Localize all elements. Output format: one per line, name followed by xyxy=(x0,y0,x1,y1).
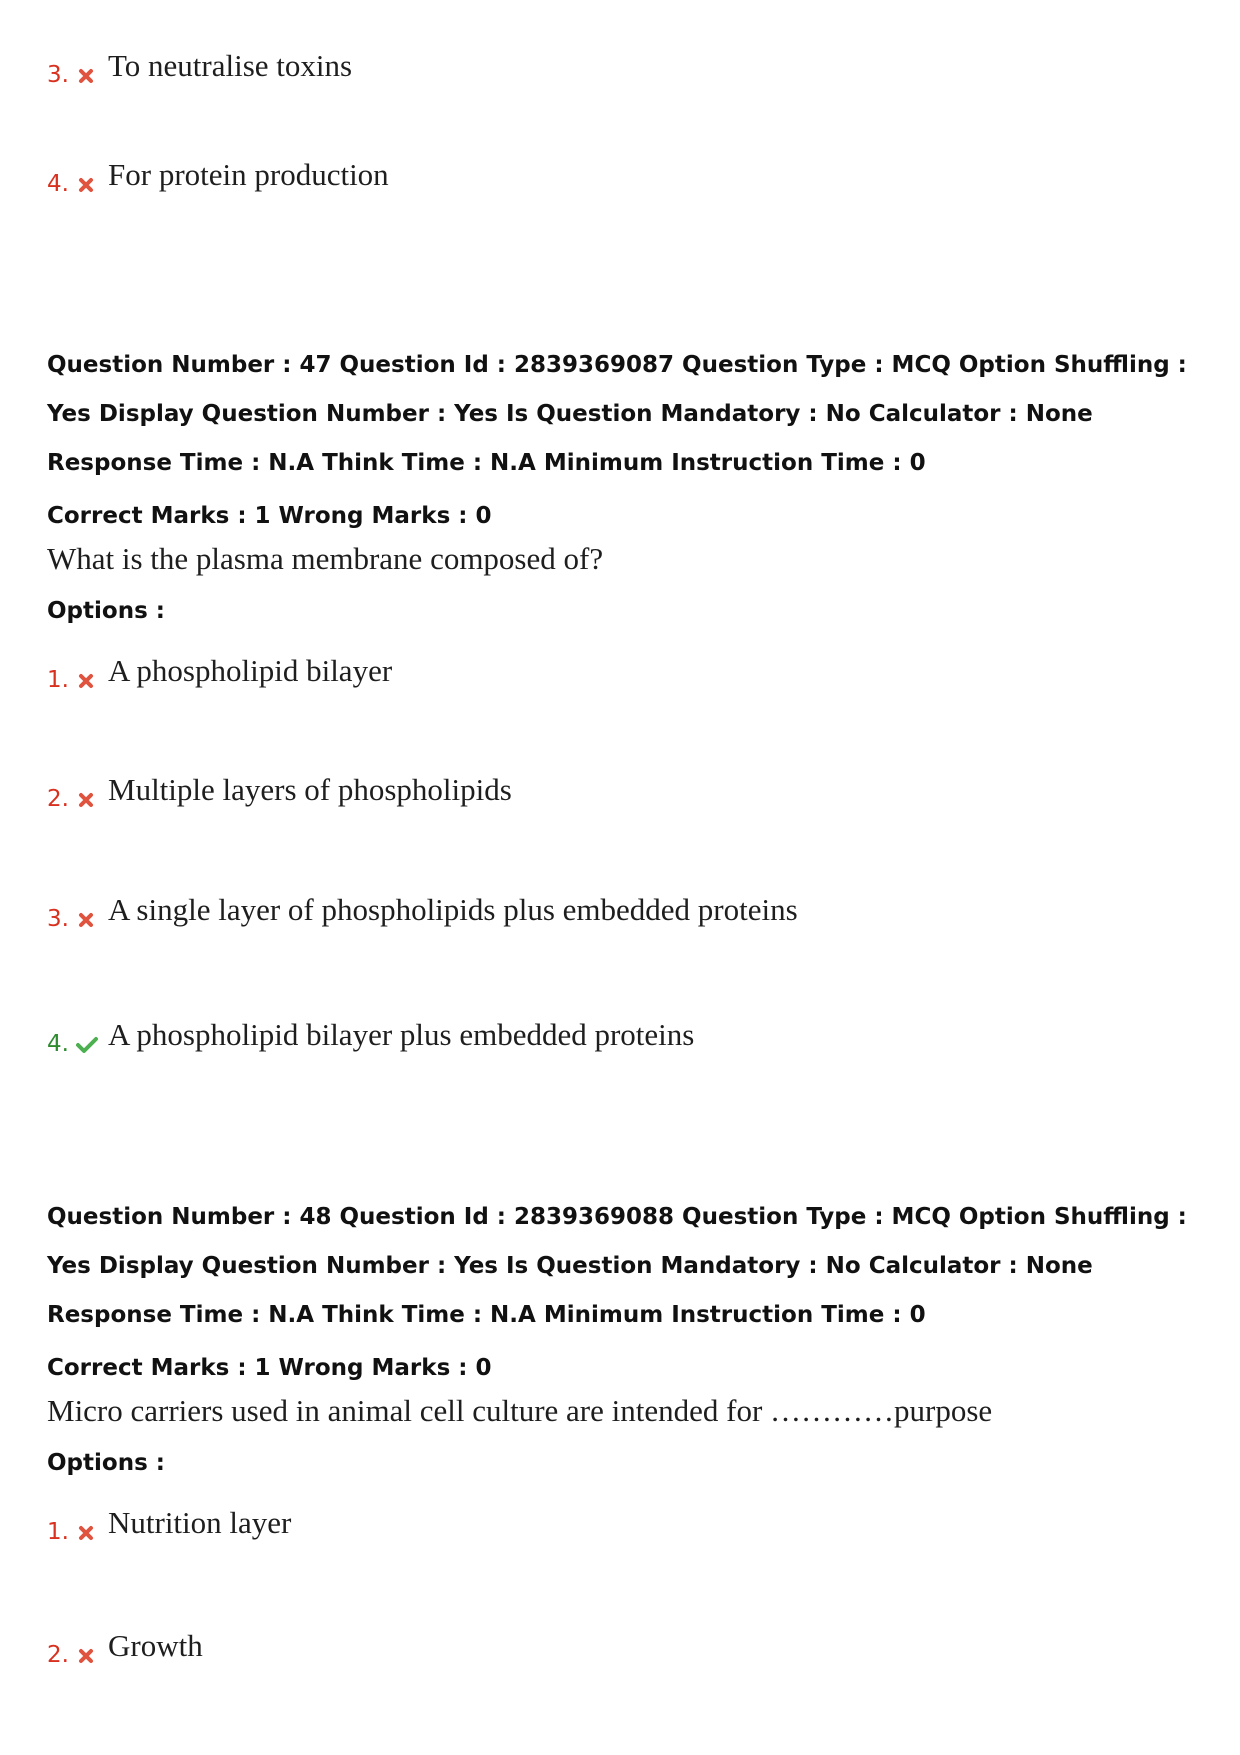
option-number: 3. xyxy=(47,62,69,88)
question-48-text: Micro carriers used in animal cell culture are intended for …………purpose xyxy=(47,1393,993,1428)
check-icon xyxy=(75,1036,99,1054)
cross-icon xyxy=(77,1524,95,1542)
question-48-marks: Correct Marks : 1 Wrong Marks : 0 xyxy=(47,1355,492,1381)
cross-icon xyxy=(77,1647,95,1665)
option-text: A phospholipid bilayer plus embedded proteins xyxy=(108,1017,695,1052)
option-number: 2. xyxy=(47,1642,69,1668)
option-text: To neutralise toxins xyxy=(108,48,353,83)
option-text: Multiple layers of phospholipids xyxy=(108,772,512,807)
option-text: For protein production xyxy=(108,157,389,192)
question-48-options-label: Options : xyxy=(47,1450,165,1476)
option-text: A phospholipid bilayer xyxy=(108,653,393,688)
question-47-marks: Correct Marks : 1 Wrong Marks : 0 xyxy=(47,503,492,529)
question-47-text: What is the plasma membrane composed of? xyxy=(47,541,604,576)
option-text: Nutrition layer xyxy=(108,1505,292,1540)
option-text: A single layer of phospholipids plus embedded proteins xyxy=(108,892,798,927)
option-number: 2. xyxy=(47,786,69,812)
option-text: Growth xyxy=(108,1628,203,1663)
option-number: 1. xyxy=(47,1519,69,1545)
cross-icon xyxy=(77,672,95,690)
option-number: 1. xyxy=(47,667,69,693)
option-number: 3. xyxy=(47,906,69,932)
cross-icon xyxy=(77,176,95,194)
option-number: 4. xyxy=(47,171,69,197)
cross-icon xyxy=(77,791,95,809)
question-47-meta: Question Number : 47 Question Id : 2839369087 Question Type : MCQ Option Shuffling : Yes Display Question Number : Yes Is Question Mandatory : No Calculator : None Response Time : N.A Think Time : N.A Minimum Instruction Time : 0 xyxy=(47,352,1187,476)
option-number: 4. xyxy=(47,1031,69,1057)
cross-icon xyxy=(77,911,95,929)
question-48-meta: Question Number : 48 Question Id : 2839369088 Question Type : MCQ Option Shuffling : Yes Display Question Number : Yes Is Question Mandatory : No Calculator : None Response Time : N.A Think Time : N.A Minimum Instruction Time : 0 xyxy=(47,1204,1187,1328)
cross-icon xyxy=(77,67,95,85)
question-47-options-label: Options : xyxy=(47,598,165,624)
